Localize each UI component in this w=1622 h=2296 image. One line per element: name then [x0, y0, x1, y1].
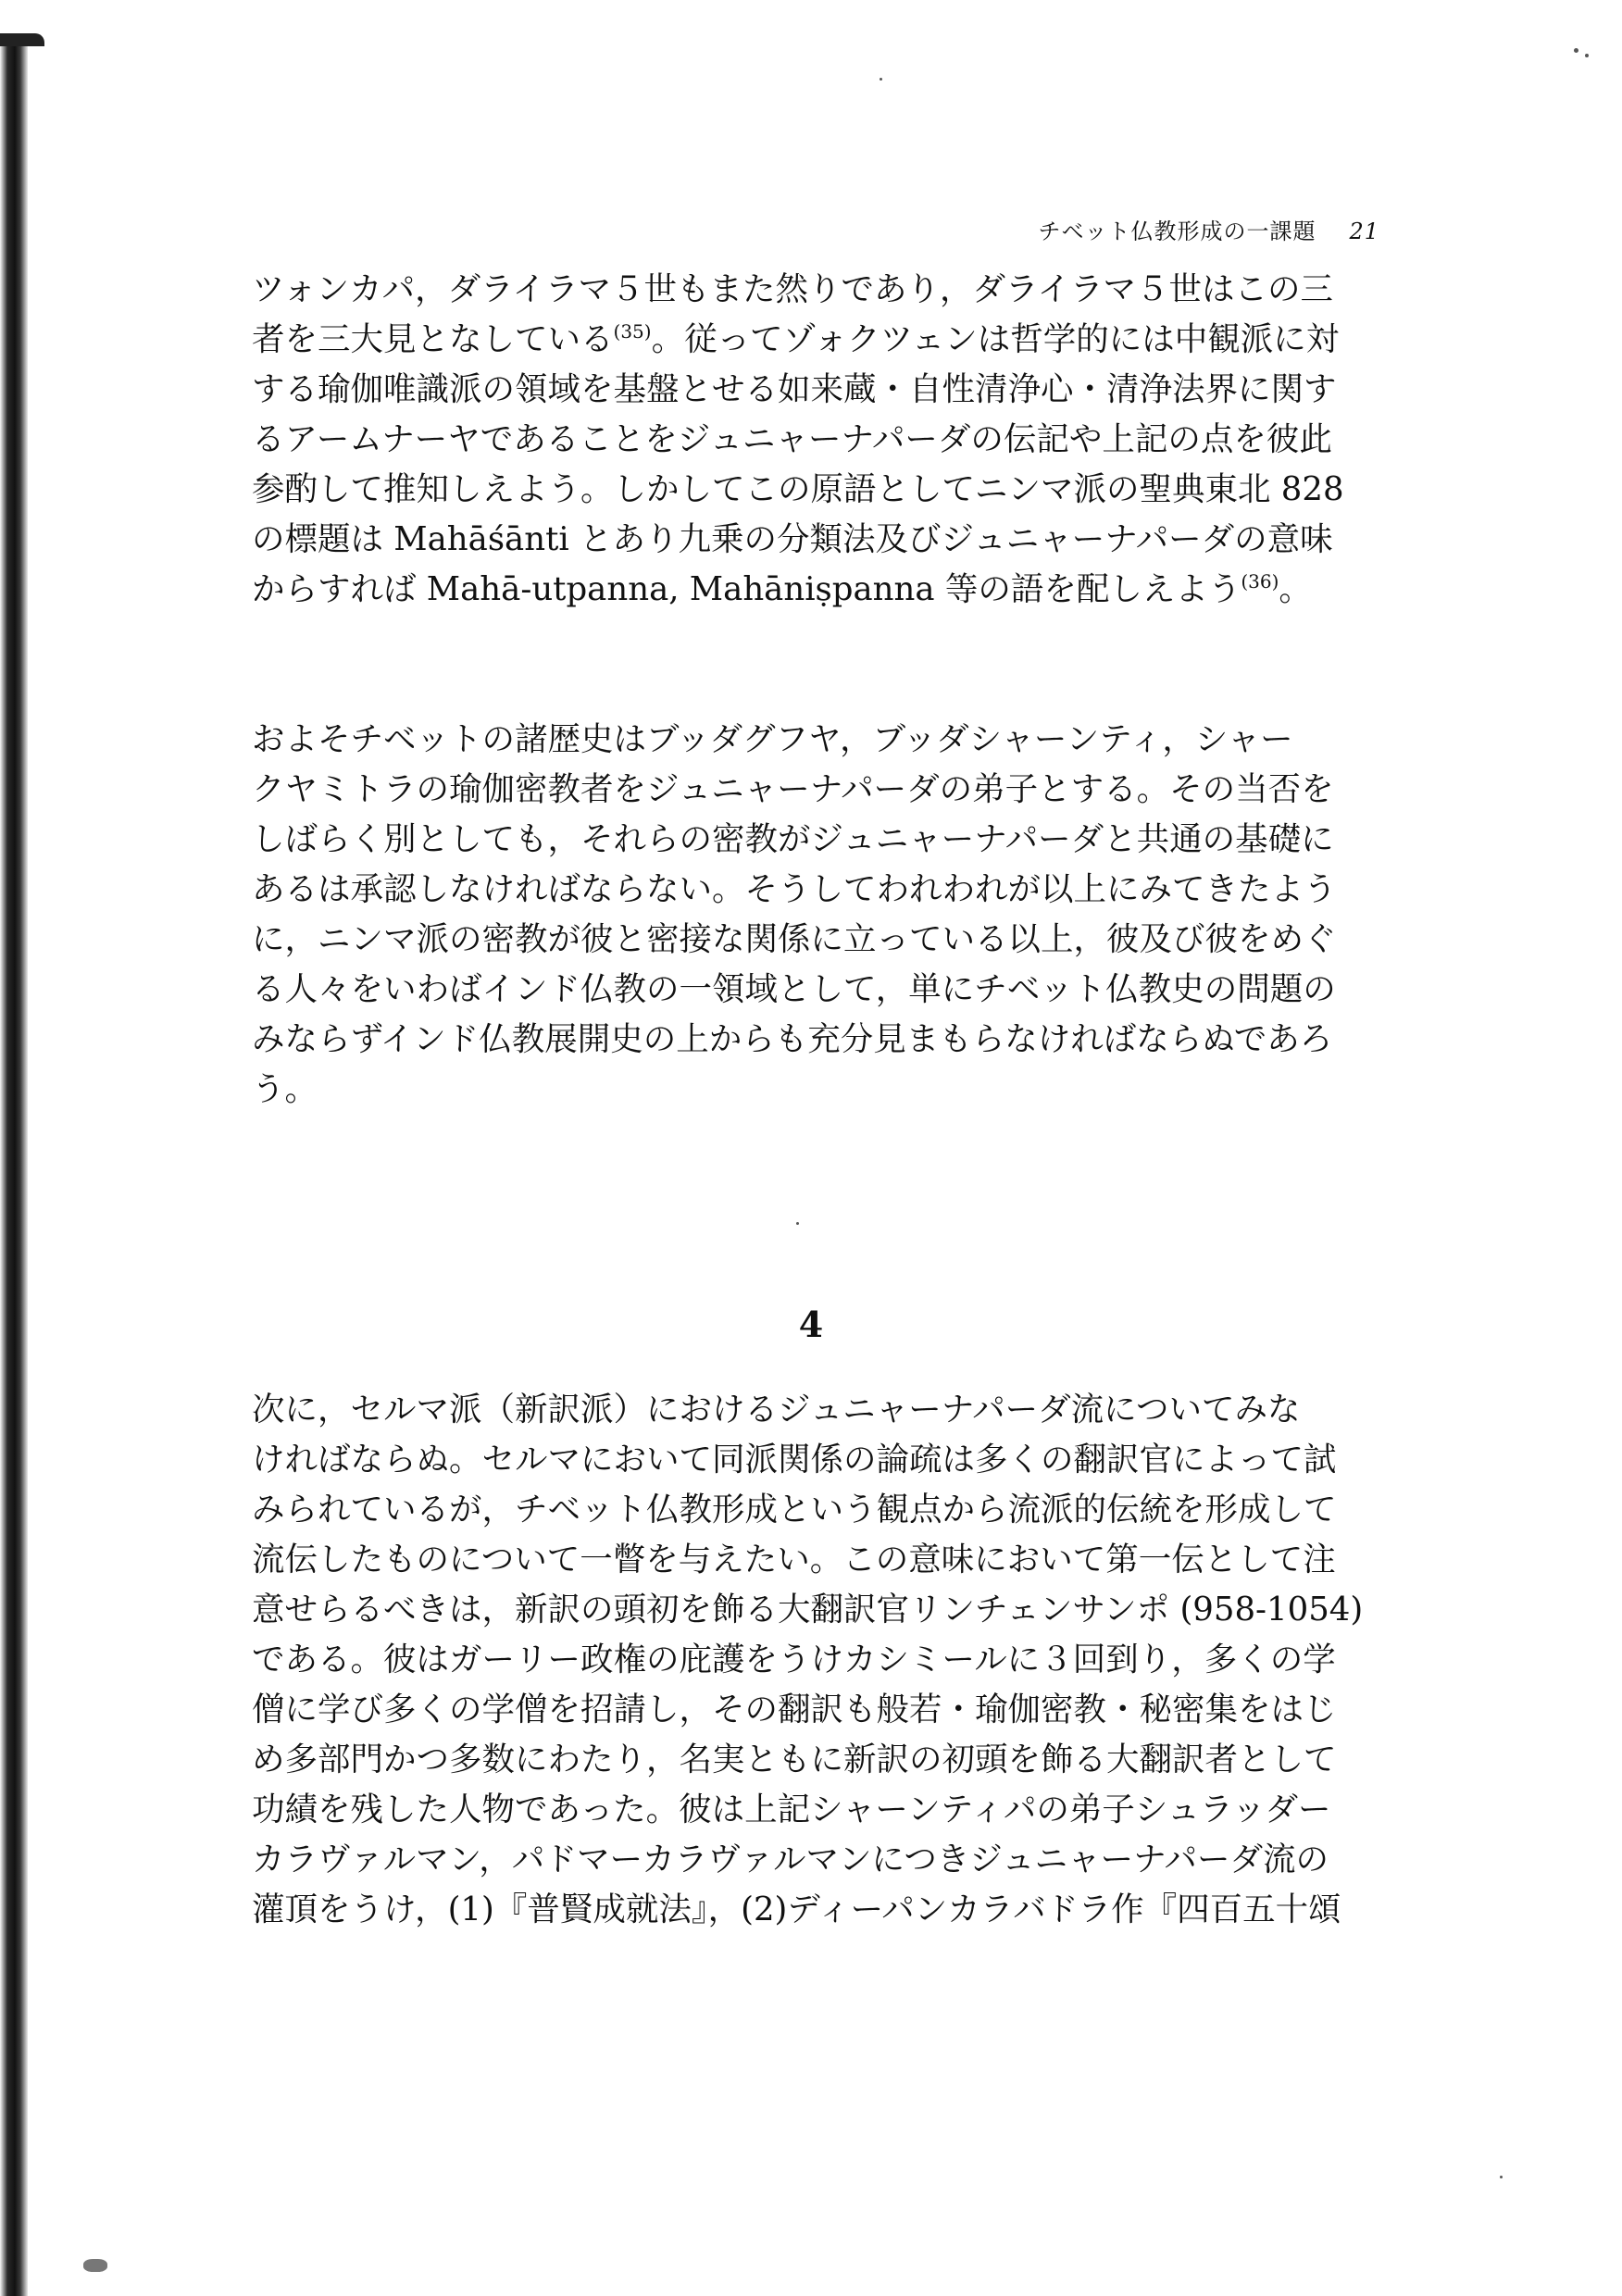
text-line: [252, 565, 1386, 615]
text-line: る人々をいわばインド仏教の一領域として，単にチベット仏教史の問題の: [252, 970, 1336, 1008]
text-line: カラヴァルマン，パドマーカラヴァルマンにつきジュニャーナパーダ流の: [252, 1841, 1329, 1878]
text-line: 功績を残した人物であった。彼は上記シャーンティパの弟子シュラッダー: [252, 1791, 1331, 1828]
text-line: みられているが，チベット仏教形成という観点から流派的伝統を形成して: [252, 1491, 1337, 1529]
text-line: およそチベットの諸歴史はブッダグフヤ，ブッダシャーンティ，シャー: [252, 720, 1293, 758]
text-line: ツォンカパ，ダライラマ５世もまた然りであり，ダライラマ５世はこの三: [252, 270, 1333, 308]
footnote-ref-35: (35): [613, 320, 652, 343]
running-header: [0, 213, 1379, 245]
text-segment: 。従ってゾォクツェンは哲学的には中観派に対: [651, 320, 1340, 358]
text-line: [252, 315, 1386, 365]
paragraph-2: [252, 715, 1386, 1115]
text-line: みならずインド仏教展開史の上からも充分見まもらなければならぬであろ: [252, 1020, 1333, 1058]
running-title: チベット仏教形成の一課題: [1038, 218, 1316, 244]
paragraph-1: [252, 265, 1386, 615]
text-line: する瑜伽唯識派の領域を基盤とせる如来蔵・自性清浄心・清浄法界に関す: [252, 370, 1337, 408]
text-segment: 者を三大見となしている: [252, 320, 614, 358]
scan-speck: [1500, 2176, 1503, 2178]
text-line: 灌頂をうけ，(1)『普賢成就法』，(2)ディーパンカラバドラ作『四百五十頌: [252, 1890, 1341, 1928]
paragraph-3: [252, 1385, 1386, 1935]
text-line: め多部門かつ多数にわたり，名実ともに新訳の初頭を飾る大翻訳者として: [252, 1741, 1337, 1778]
scan-speck: [1574, 48, 1578, 53]
text-segment: からすれば Mahā-utpanna, Mahāniṣpanna 等の語を配しえよう: [252, 570, 1241, 608]
text-line: に，ニンマ派の密教が彼と密接な関係に立っている以上，彼及び彼をめぐ: [252, 920, 1337, 958]
scan-speck: [1585, 54, 1589, 57]
text-line: である。彼はガーリー政権の庇護をうけカシミールに３回到り，多くの学: [252, 1641, 1336, 1678]
text-line: あるは承認しなければならない。そうしてわれわれが以上にみてきたよう: [252, 870, 1337, 908]
text-line: 流伝したものについて一瞥を与えたい。この意味において第一伝として注: [252, 1541, 1336, 1578]
text-line: う。: [252, 1070, 318, 1108]
scan-speck: [880, 78, 882, 81]
text-line: しばらく別としても，それらの密教がジュニャーナパーダと共通の基礎に: [252, 820, 1334, 858]
text-line: クヤミトラの瑜伽密教者をジュニャーナパーダの弟子とする。その当否を: [252, 770, 1334, 808]
page-number: 21: [1349, 218, 1379, 244]
section-heading: 4: [798, 1304, 824, 1345]
text-segment: 。: [1279, 570, 1312, 608]
footnote-ref-36: (36): [1241, 570, 1279, 593]
binding-edge-cap: [0, 33, 44, 46]
text-line: 次に，セルマ派（新訳派）におけるジュニャーナパーダ流についてみな: [252, 1391, 1301, 1429]
scan-speck: [83, 2259, 107, 2272]
text-line: 意せらるべきは，新訳の頭初を飾る大翻訳官リンチェンサンポ (958-1054): [252, 1591, 1364, 1628]
text-line: 僧に学び多くの学僧を招請し，その翻訳も般若・瑜伽密教・秘密集をはじ: [252, 1691, 1337, 1728]
text-line: 参酌して推知しえよう。しかしてこの原語としてニンマ派の聖典東北 828: [252, 470, 1344, 508]
text-line: るアームナーヤであることをジュニャーナパーダの伝記や上記の点を彼此: [252, 420, 1332, 458]
text-line: の標題は Mahāśānti とあり九乗の分類法及びジュニャーナパーダの意味: [252, 520, 1333, 558]
scan-speck: [796, 1222, 799, 1225]
text-line: ければならぬ。セルマにおいて同派関係の論疏は多くの翻訳官によって試: [252, 1441, 1337, 1479]
binding-edge: [0, 37, 28, 2296]
